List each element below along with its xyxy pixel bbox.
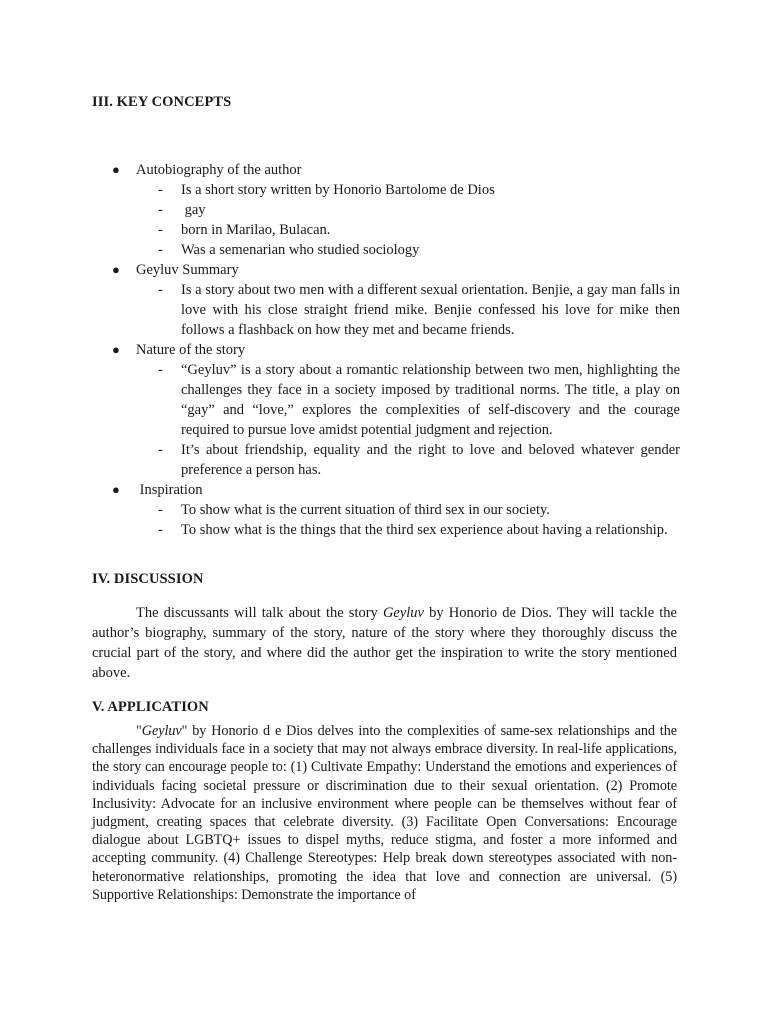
bullet-dot-icon: ●: [112, 342, 120, 357]
bullet-dot-icon: ●: [112, 482, 120, 497]
bullet-dot-icon: ●: [112, 262, 120, 277]
nature-subitems: [110, 360, 680, 480]
summary-subitems: [110, 280, 680, 340]
dash-icon: -: [158, 522, 163, 538]
bullet-nature-of-story: [110, 340, 680, 360]
bullet-autobiography: [110, 160, 680, 180]
dash-icon: -: [158, 222, 163, 238]
bullet-label: Nature of the story: [136, 342, 246, 358]
list-item: - gay: [158, 202, 206, 218]
discussion-paragraph: The discussants will talk about the story Geyluv by Honorio de Dios. They will tackle the author’s biography, summary of the story, nature of the story where they thoroughly discuss the crucial part of the story, and where did the author get the inspiration to write the story mentioned above.: [92, 605, 677, 681]
discussion-heading: IV. DISCUSSION: [92, 571, 204, 587]
key-concepts-list: [110, 160, 680, 540]
dash-icon: -: [158, 362, 163, 378]
dash-icon: -: [158, 182, 163, 198]
bullet-geyluv-summary: [110, 260, 680, 280]
autobiography-subitems: [110, 180, 680, 260]
bullet-label: Inspiration: [136, 482, 203, 498]
story-title: Geyluv: [382, 605, 424, 621]
application-paragraph: "Geyluv" by Honorio d e Dios delves into the complexities of same-sex relationships and the challenges individuals face in a society that may not always embrace diversity. In real-life applications, the story can encourage people to: (1) Cultivate Empathy: Understand the emotions and experiences of individuals facing societal pressure or discrimination due to their sexual orientation. (2) Promote Inclusivity: Advocate for an inclusive environment where people can be themselves without fear of judgment, creating spaces that celebrate diversity. (3) Facilitate Open Conversations: Encourage dialogue about LGBTQ+ issues to dispel myths, reduce stigma, and foster a more informed and accepting community. (4) Challenge Stereotypes: Help break down stereotypes associated with non-heteronormative relationships, promoting the idea that love and connection are universal. (5) Supportive Relationships: Demonstrate the importance of: [92, 723, 677, 903]
bullet-inspiration: [110, 480, 680, 500]
key-concepts-heading: III. KEY CONCEPTS: [92, 94, 232, 110]
bullet-label: Geyluv Summary: [136, 262, 239, 278]
dash-icon: -: [158, 282, 163, 298]
list-item: - To show what is the things that the third sex experience about having a relationship.: [158, 522, 668, 538]
dash-icon: -: [158, 242, 163, 258]
dash-icon: -: [158, 442, 163, 458]
bullet-dot-icon: ●: [112, 162, 120, 177]
list-item: - To show what is the current situation of third sex in our society.: [158, 502, 550, 518]
story-title: Geyluv: [141, 723, 182, 739]
application-heading: V. APPLICATION: [92, 699, 209, 715]
list-item: - born in Marilao, Bulacan.: [158, 222, 331, 238]
list-item: - “Geyluv” is a story about a romantic relationship between two men, highlighting the challenges they face in a society imposed by traditional norms. The title, a play on “gay” and “love,” explores the complexities of self-discovery and the courage required to pursue love amidst potential judgment and rejection.: [158, 362, 680, 438]
dash-icon: -: [158, 202, 163, 218]
inspiration-subitems: [110, 500, 680, 540]
list-item: - Is a short story written by Honorio Bartolome de Dios: [158, 182, 495, 198]
list-item: - Was a semenarian who studied sociology: [158, 242, 420, 258]
dash-icon: -: [158, 502, 163, 518]
list-item: - Is a story about two men with a different sexual orientation. Benjie, a gay man falls in love with his close straight friend mike. Benjie confessed his love for mike then follows a flashback on how they met and became friends.: [158, 282, 680, 338]
bullet-label: Autobiography of the author: [136, 162, 302, 178]
list-item: - It’s about friendship, equality and the right to love and beloved whatever gender preference a person has.: [158, 442, 680, 478]
